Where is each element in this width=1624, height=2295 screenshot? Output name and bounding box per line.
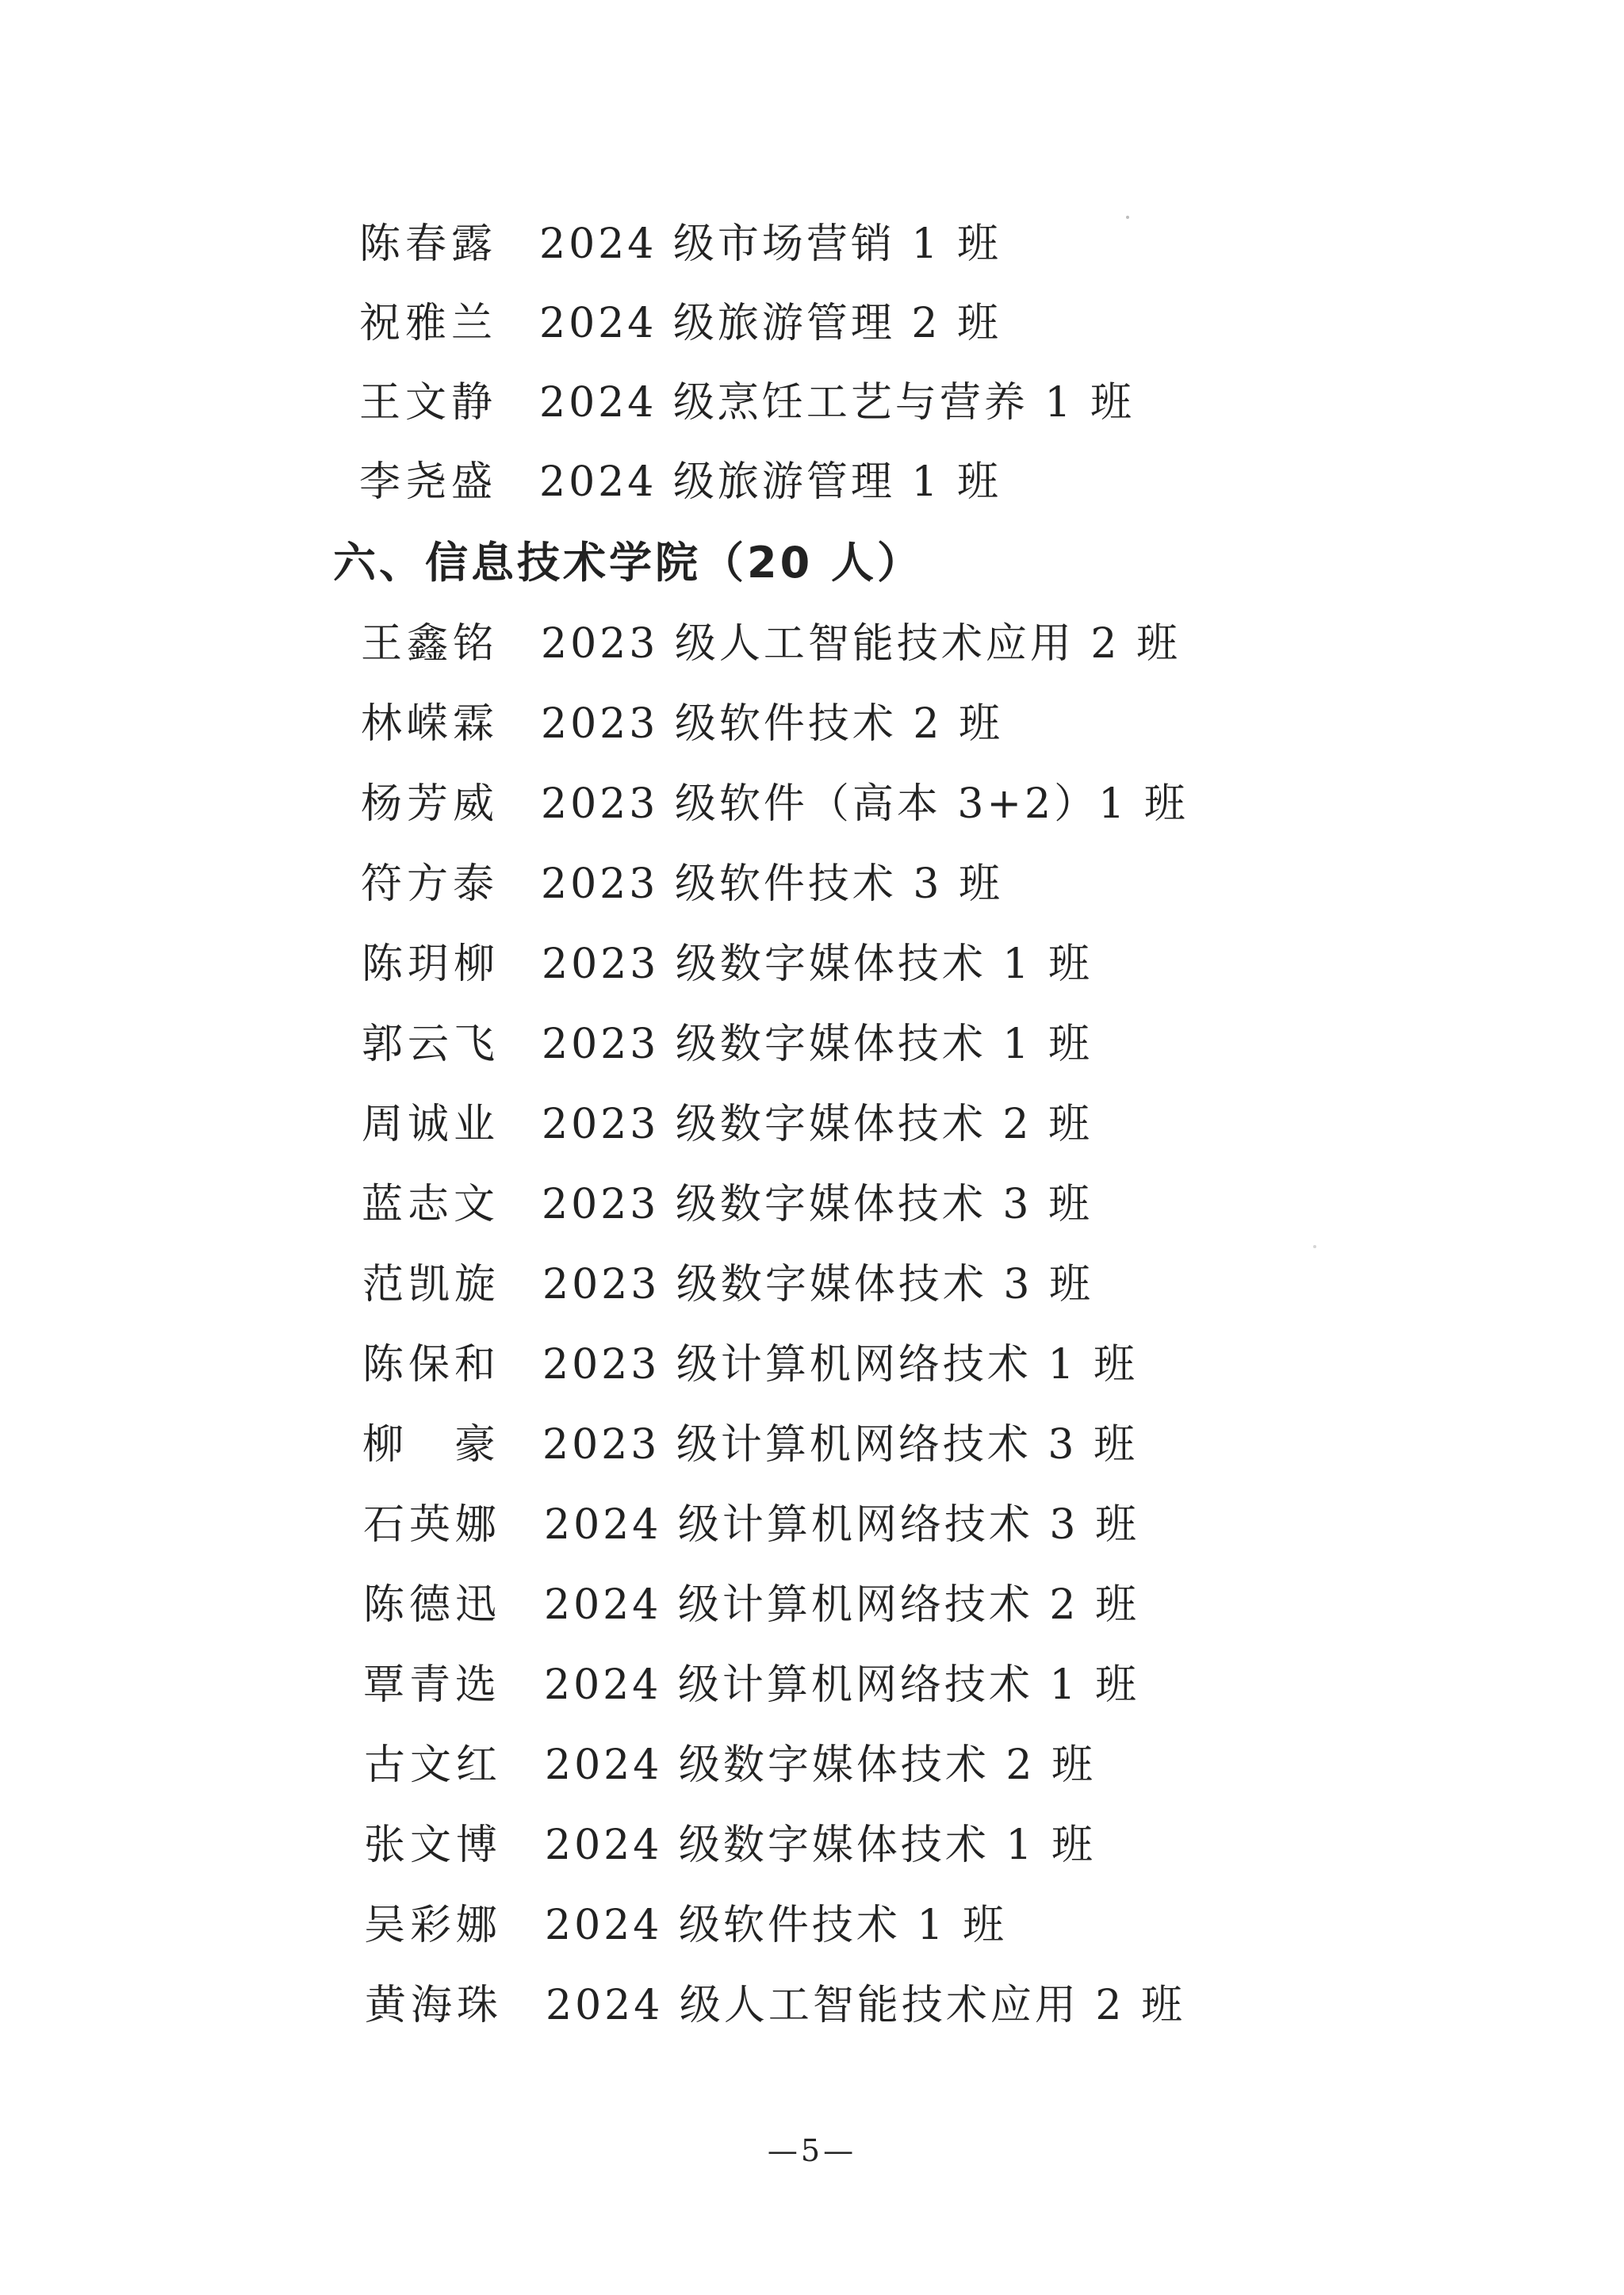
- student-name: 古文红: [364, 1741, 503, 1789]
- student-class: 2023 级计算机网络技术 3 班: [542, 1421, 1139, 1469]
- student-name: 张文博: [364, 1822, 503, 1869]
- student-class: 2023 级数字媒体技术 1 班: [542, 941, 1094, 988]
- list-item: [0, 1245, 1624, 1324]
- list-item: [0, 443, 1624, 522]
- student-name: 符方泰: [361, 860, 500, 908]
- list-item: [0, 925, 1624, 1004]
- student-name: 吴彩娜: [364, 1902, 503, 1949]
- student-name: 黄海珠: [365, 1982, 504, 2029]
- student-name: 覃青选: [363, 1661, 502, 1709]
- student-class: 2024 级数字媒体技术 1 班: [545, 1822, 1097, 1869]
- list-item: [0, 1405, 1624, 1485]
- student-class: 2023 级软件技术 3 班: [541, 860, 1004, 908]
- student-name: 柳 豪: [362, 1421, 501, 1469]
- list-item: [0, 1726, 1624, 1805]
- list-item: [0, 1485, 1624, 1565]
- student-name: 祝雅兰: [359, 300, 498, 347]
- student-name: 范凯旋: [362, 1261, 501, 1308]
- student-class: 2024 级旅游管理 2 班: [539, 300, 1002, 347]
- list-item: [0, 1325, 1624, 1404]
- list-item: [0, 604, 1624, 684]
- list-item: [0, 1646, 1624, 1725]
- student-class: 2023 级软件（高本 3+2）1 班: [541, 780, 1189, 828]
- student-class: 2024 级旅游管理 1 班: [539, 458, 1002, 506]
- page-number: —5—: [767, 2133, 857, 2168]
- student-name: 陈保和: [362, 1341, 501, 1389]
- scan-speck: [1313, 1245, 1316, 1248]
- student-name: 蓝志文: [362, 1181, 500, 1228]
- student-class: 2024 级数字媒体技术 2 班: [545, 1741, 1097, 1789]
- student-class: 2024 级计算机网络技术 3 班: [544, 1501, 1140, 1549]
- list-item: [0, 1085, 1624, 1164]
- scan-speck: [1126, 216, 1129, 219]
- list-item: [0, 284, 1624, 363]
- student-class: 2024 级人工智能技术应用 2 班: [546, 1982, 1186, 2029]
- student-name: 李尧盛: [359, 458, 498, 506]
- list-item: [0, 1886, 1624, 1965]
- student-name: 陈春露: [359, 220, 498, 268]
- student-class: 2023 级数字媒体技术 3 班: [542, 1181, 1094, 1228]
- list-item: [0, 684, 1624, 764]
- student-name: 陈玥柳: [362, 941, 500, 988]
- student-class: 2023 级数字媒体技术 2 班: [542, 1101, 1094, 1148]
- section-heading: 六、信息技术学院（20 人）: [333, 538, 923, 588]
- student-name: 王文静: [359, 379, 498, 427]
- list-item: [0, 845, 1624, 924]
- student-class: 2024 级软件技术 1 班: [545, 1902, 1008, 1949]
- list-item: [0, 1806, 1624, 1885]
- student-class: 2024 级烹饪工艺与营养 1 班: [539, 379, 1136, 427]
- list-item: [0, 363, 1624, 443]
- student-class: 2023 级人工智能技术应用 2 班: [541, 620, 1182, 668]
- student-name: 陈德迅: [363, 1581, 502, 1629]
- list-item: [0, 1966, 1624, 2045]
- student-name: 林嵘霖: [361, 700, 500, 748]
- list-item: [0, 205, 1624, 284]
- student-name: 杨芳威: [361, 780, 500, 828]
- student-name: 王鑫铭: [361, 620, 500, 668]
- student-class: 2024 级计算机网络技术 1 班: [544, 1661, 1140, 1709]
- student-name: 周诚业: [362, 1101, 500, 1148]
- list-item: [0, 1565, 1624, 1645]
- student-class: 2023 级数字媒体技术 3 班: [542, 1261, 1094, 1308]
- student-name: 石英娜: [363, 1501, 502, 1549]
- list-item: [0, 1005, 1624, 1084]
- list-item: [0, 1165, 1624, 1244]
- student-class: 2024 级市场营销 1 班: [539, 220, 1002, 268]
- student-name: 郭云飞: [362, 1021, 500, 1068]
- list-item: [0, 764, 1624, 844]
- student-class: 2023 级计算机网络技术 1 班: [542, 1341, 1139, 1389]
- student-class: 2023 级软件技术 2 班: [541, 700, 1004, 748]
- student-class: 2024 级计算机网络技术 2 班: [544, 1581, 1140, 1629]
- student-class: 2023 级数字媒体技术 1 班: [542, 1021, 1094, 1068]
